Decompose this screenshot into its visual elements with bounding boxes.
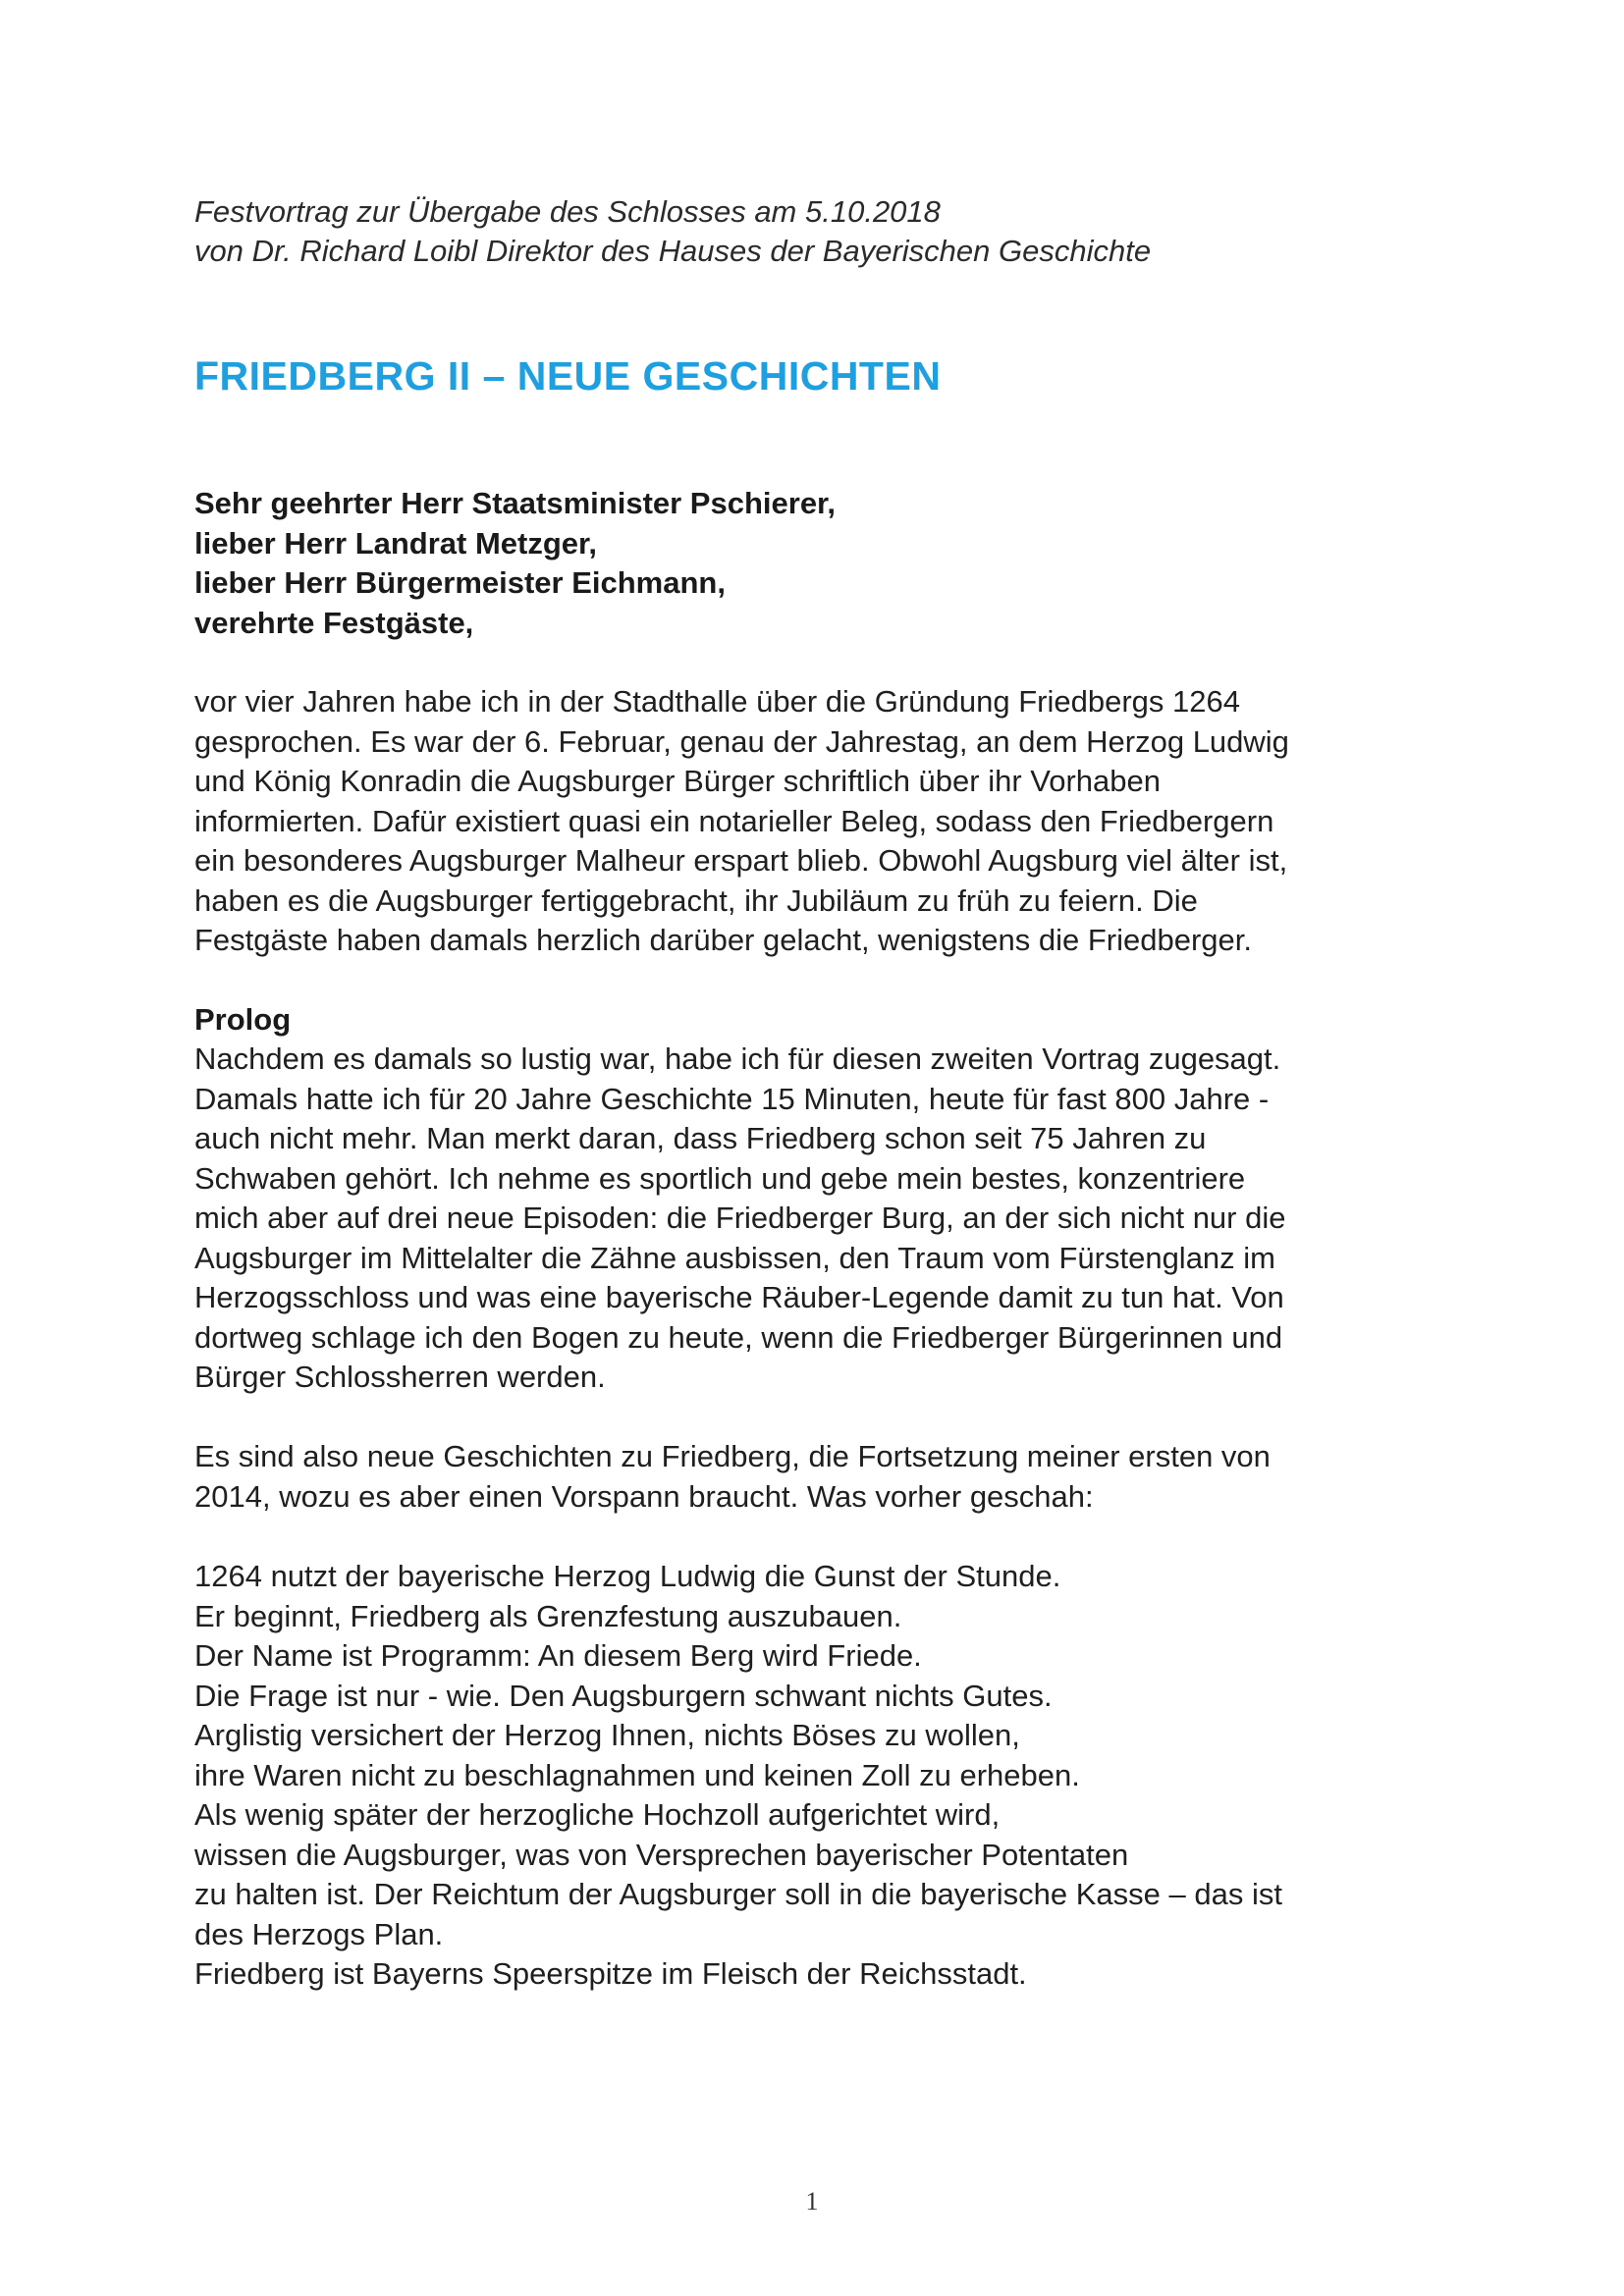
paragraph-line: Es sind also neue Geschichten zu Friedberg, die Fortsetzung meiner ersten von [194,1439,1271,1473]
paragraph-line: Der Name ist Programm: An diesem Berg wird Friede. [194,1638,922,1673]
paragraph-line: Schwaben gehört. Ich nehme es sportlich und gebe mein bestes, konzentriere [194,1160,1246,1196]
salutation-line: lieber Herr Landrat Metzger, [194,525,598,561]
subtitle [194,192,1432,271]
paragraph-line: 1264 nutzt der bayerische Herzog Ludwig die Gunst der Stunde. [194,1559,1061,1593]
paragraph-line: haben es die Augsburger fertiggebracht, ihr Jubiläum zu früh zu feiern. Die [194,882,1198,918]
salutation [194,484,1432,643]
subtitle-line: von Dr. Richard Loibl Direktor des Hauses der Bayerischen Geschichte [194,234,1152,268]
paragraph-line: Arglistig versichert der Herzog Ihnen, nichts Böses zu wollen, [194,1718,1020,1752]
paragraph-line: dortweg schlage ich den Bogen zu heute, wenn die Friedberger Bürgerinnen und [194,1319,1283,1355]
page-number: 1 [805,2187,819,2216]
paragraph-line: 2014, wozu es aber einen Vorspann braucht. Was vorher geschah: [194,1478,1094,1514]
intro-paragraph [194,682,1432,961]
paragraph-line: auch nicht mehr. Man merkt daran, dass Friedberg schon seit 75 Jahren zu [194,1121,1207,1155]
page-title: FRIEDBERG II – NEUE GESCHICHTEN [194,353,942,399]
salutation-line: lieber Herr Bürgermeister Eichmann, [194,565,726,600]
paragraph-line: Als wenig später der herzogliche Hochzoll aufgerichtet wird, [194,1797,1001,1832]
salutation-line: verehrte Festgäste, [194,605,474,640]
prolog-paragraph [194,1040,1432,1398]
paragraph-line: Nachdem es damals so lustig war, habe ich für diesen zweiten Vortrag zugesagt. [194,1041,1281,1076]
salutation-line: Sehr geehrter Herr Staatsminister Pschierer, [194,486,837,520]
paragraph-line: zu halten ist. Der Reichtum der Augsburger soll in die bayerische Kasse – das ist [194,1877,1282,1911]
paragraph-line: Friedberg ist Bayerns Speerspitze im Fleisch der Reichsstadt. [194,1956,1027,1991]
new-stories-paragraph [194,1437,1432,1517]
paragraph-line: vor vier Jahren habe ich in der Stadthalle über die Gründung Friedbergs 1264 [194,684,1240,719]
subtitle-line: Festvortrag zur Übergabe des Schlosses am 5.10.2018 [194,194,941,229]
prolog-heading: Prolog [194,1002,292,1037]
paragraph-line: ein besonderes Augsburger Malheur erspart blieb. Obwohl Augsburg viel älter ist, [194,843,1288,878]
paragraph-line: Die Frage ist nur - wie. Den Augsburgern schwant nichts Gutes. [194,1678,1053,1713]
history-paragraph [194,1557,1432,1995]
paragraph-line: Herzogsschloss und was eine bayerische Räuber-Legende damit zu tun hat. Von [194,1280,1284,1314]
paragraph-line: des Herzogs Plan. [194,1916,444,1951]
paragraph-line: Festgäste haben damals herzlich darüber gelacht, wenigstens die Friedberger. [194,923,1253,957]
paragraph-line: und König Konradin die Augsburger Bürger schriftlich über ihr Vorhaben [194,764,1162,798]
paragraph-line: ihre Waren nicht zu beschlagnahmen und keinen Zoll zu erheben. [194,1757,1080,1792]
paragraph-line: Augsburger im Mittelalter die Zähne ausbissen, den Traum vom Fürstenglanz im [194,1240,1275,1275]
paragraph-line: Damals hatte ich für 20 Jahre Geschichte 15 Minuten, heute für fast 800 Jahre - [194,1081,1270,1116]
paragraph-line: informierten. Dafür existiert quasi ein notarieller Beleg, sodass den Friedbergern [194,803,1274,838]
paragraph-line: Bürger Schlossherren werden. [194,1360,606,1394]
paragraph-line: wissen die Augsburger, was von Versprechen bayerischer Potentaten [194,1837,1129,1872]
paragraph-line: Er beginnt, Friedberg als Grenzfestung auszubauen. [194,1598,902,1633]
paragraph-line: mich aber auf drei neue Episoden: die Friedberger Burg, an der sich nicht nur die [194,1201,1286,1235]
paragraph-line: gesprochen. Es war der 6. Februar, genau der Jahrestag, an dem Herzog Ludwig [194,723,1289,759]
